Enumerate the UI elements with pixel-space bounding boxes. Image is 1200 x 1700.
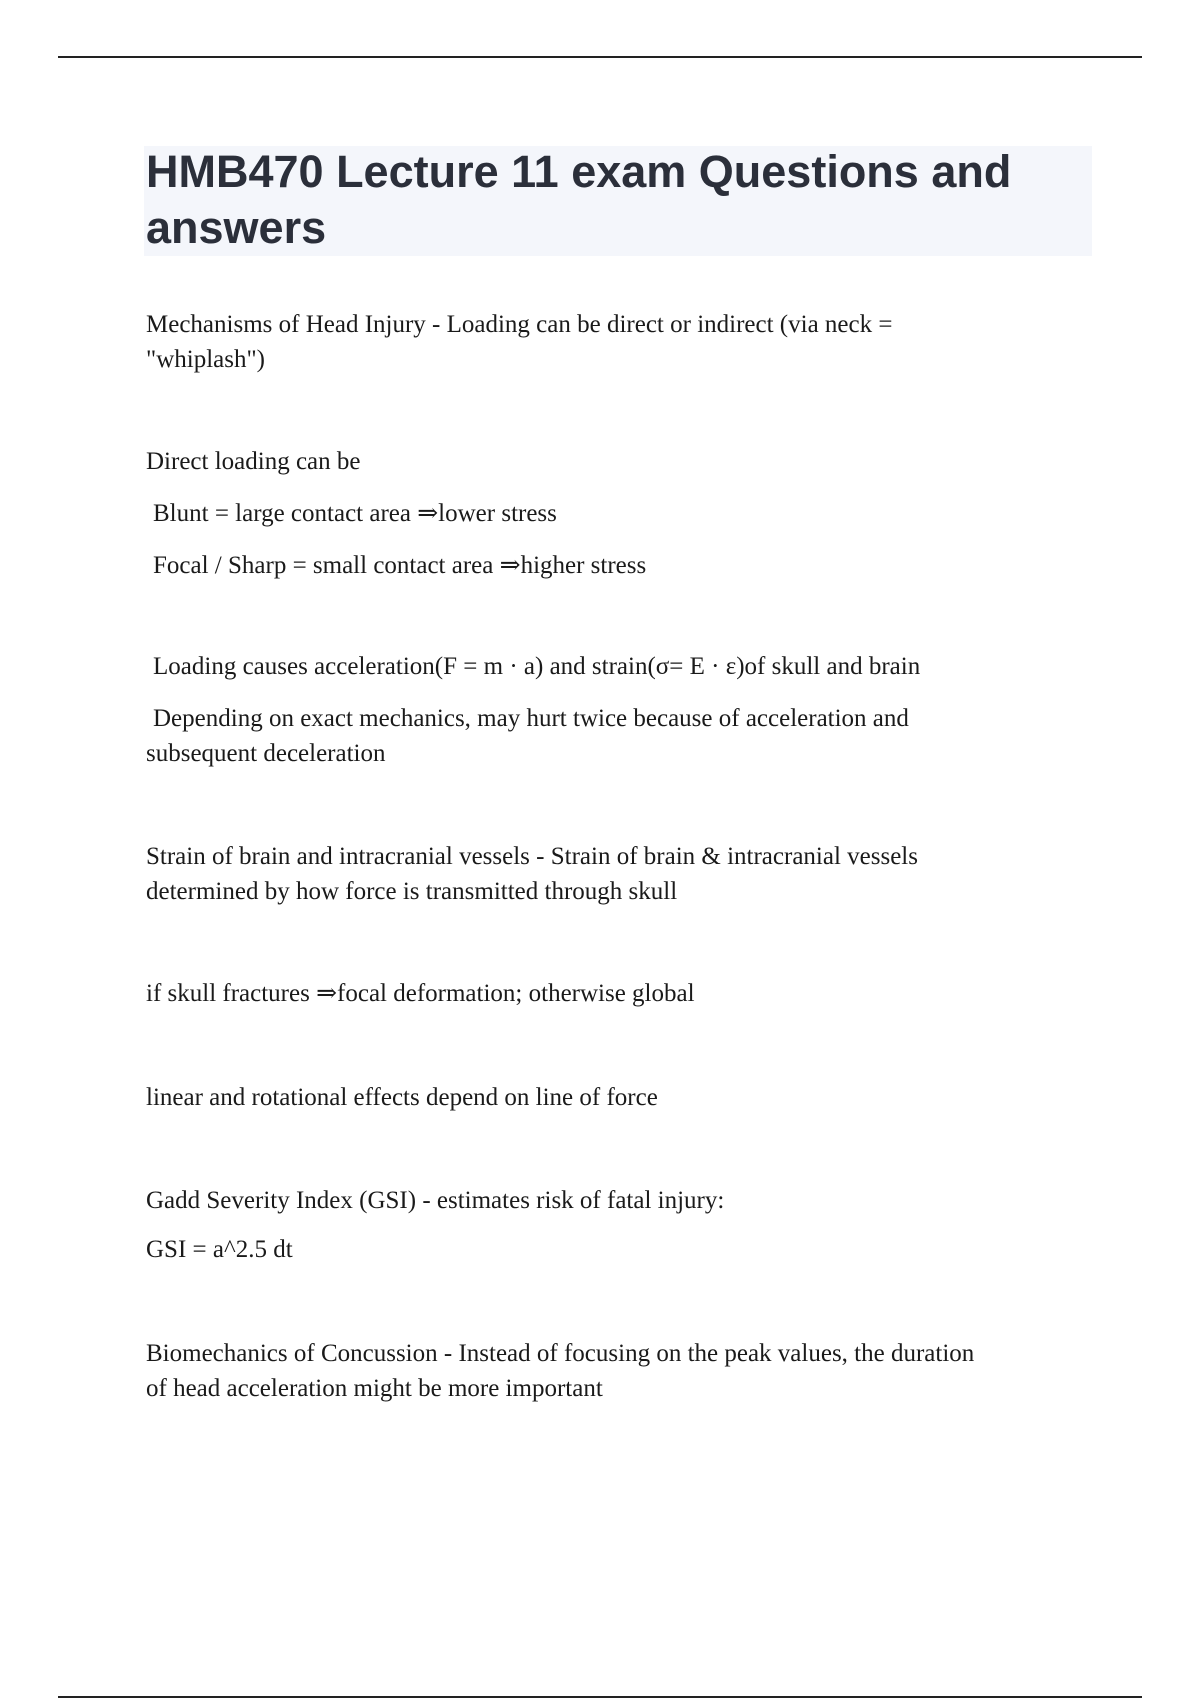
title-line-2: answers [146,202,327,253]
text-line: Blunt = large contact area ⇒lower stress [153,500,557,527]
text-line: Strain of brain and intracranial vessels - Strain of brain & intracranial vessels [146,843,918,870]
text-line: subsequent deceleration [146,740,386,767]
text-line: Biomechanics of Concussion - Instead of focusing on the peak values, the duration [146,1340,975,1367]
text-line: Depending on exact mechanics, may hurt twice because of acceleration and [153,705,909,732]
text-line: "whiplash") [146,346,266,373]
text-line: determined by how force is transmitted through skull [146,878,678,905]
text-line: of head acceleration might be more important [146,1375,603,1402]
bottom-rule [58,1696,1142,1698]
text-line: Loading causes acceleration(F = m · a) and strain(σ= E · ε)of skull and brain [153,653,921,680]
text-line: GSI = a^2.5 dt [146,1236,293,1263]
text-line: Mechanisms of Head Injury - Loading can be direct or indirect (via neck = [146,311,893,338]
text-line: Focal / Sharp = small contact area ⇒higher stress [153,552,647,579]
text-line: linear and rotational effects depend on line of force [146,1084,658,1111]
text-line: Gadd Severity Index (GSI) - estimates risk of fatal injury: [146,1187,725,1214]
page-title [146,144,1086,256]
text-line: Direct loading can be [146,448,361,475]
title-line-1: HMB470 Lecture 11 exam Questions and [146,146,1012,197]
text-line: if skull fractures ⇒focal deformation; otherwise global [146,980,695,1007]
top-rule [58,56,1142,58]
